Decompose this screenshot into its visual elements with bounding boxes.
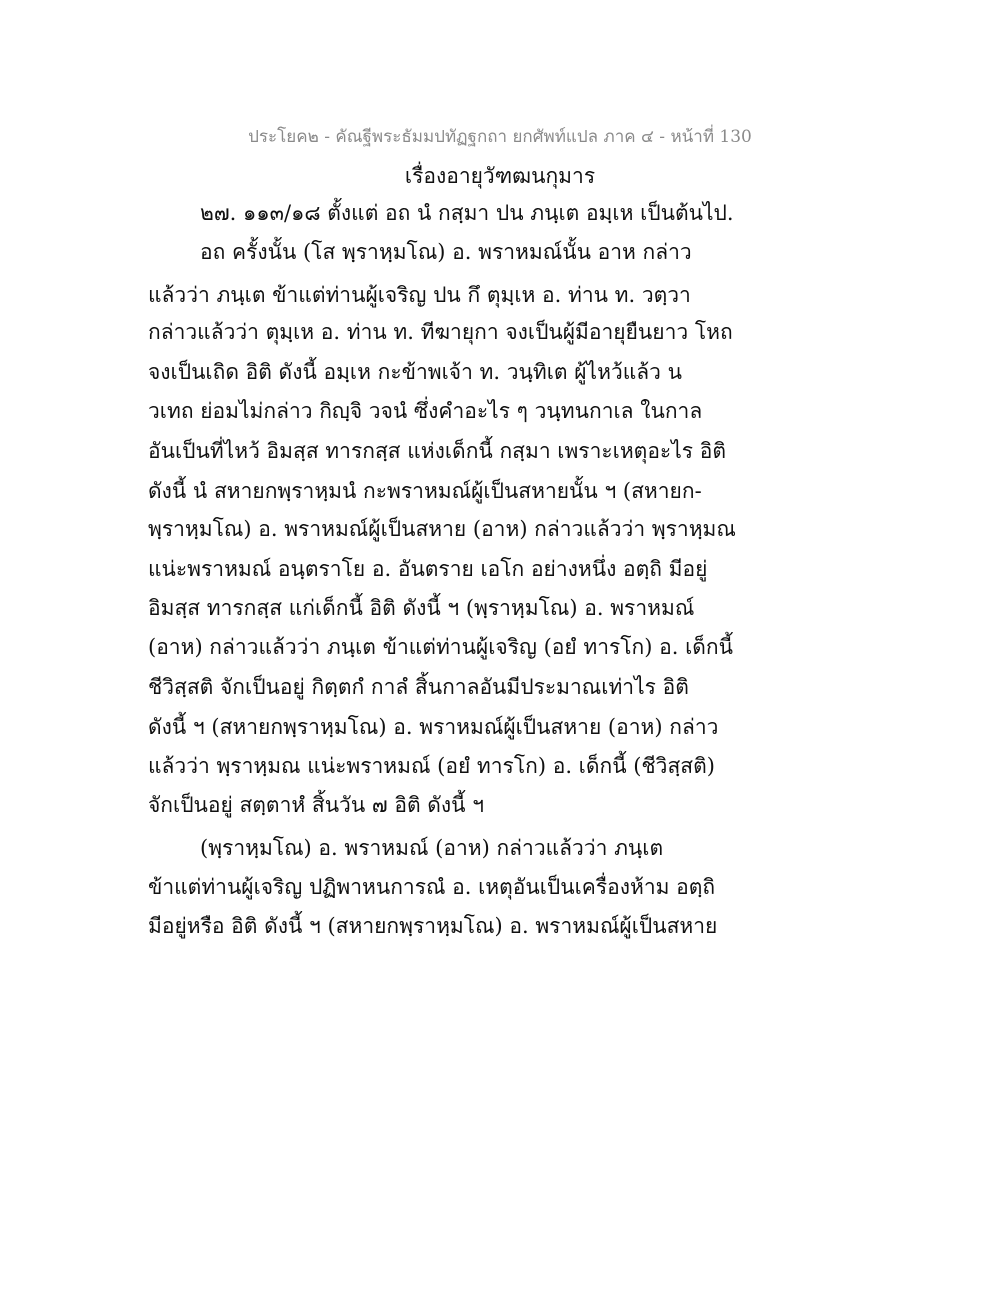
- text-line-3: แล้วว่า ภนฺเต ข้าแต่ท่านผู้เจริญ ปน กึ ตุมฺเห อ. ท่าน ท. วตฺวา: [148, 283, 691, 307]
- text-line-6: วเทถ ย่อมไม่กล่าว กิญฺจิ วจนํ ซึ่งคำอะไร ๆ วนฺทนกาเล ในกาล: [148, 399, 703, 423]
- text-line-9: พฺราหฺมโณ) อ. พราหมณ์ผู้เป็นสหาย (อาห) กล่าวแล้วว่า พฺราหฺมณ: [148, 517, 736, 541]
- text-line-12: (อาห) กล่าวแล้วว่า ภนฺเต ข้าแต่ท่านผู้เจริญ (อยํ ทารโก) อ. เด็กนี้: [148, 635, 733, 659]
- running-header: ประโยค๒ - คัณฐีพระธัมมปทัฏฐกถา ยกศัพท์แปล ภาค ๔ - หน้าที่ 130: [248, 127, 752, 147]
- text-line-18: ข้าแต่ท่านผู้เจริญ ปฏิพาหนการณํ อ. เหตุอันเป็นเครื่องห้าม อตฺถิ: [148, 875, 716, 899]
- text-line-2: อถ ครั้งนั้น (โส พฺราหฺมโณ) อ. พราหมณ์นั้น อาห กล่าว: [200, 240, 692, 264]
- story-title: เรื่องอายุวัฑฒนกุมาร: [404, 164, 596, 188]
- text-line-14: ดังนี้ ฯ (สหายกพฺราหฺมโณ) อ. พราหมณ์ผู้เป็นสหาย (อาห) กล่าว: [148, 715, 719, 739]
- text-line-16: จักเป็นอยู่ สตฺตาหํ สิ้นวัน ๗ อิติ ดังนี้ ฯ: [148, 793, 484, 817]
- text-line-19: มีอยู่หรือ อิติ ดังนี้ ฯ (สหายกพฺราหฺมโณ) อ. พราหมณ์ผู้เป็นสหาย: [148, 914, 718, 938]
- text-line-17: (พฺราหฺมโณ) อ. พราหมณ์ (อาห) กล่าวแล้วว่า ภนฺเต: [200, 836, 664, 860]
- text-line-7: อันเป็นที่ไหว้ อิมสฺส ทารกสฺส แห่งเด็กนี้ กสฺมา เพราะเหตุอะไร อิติ: [148, 439, 726, 463]
- text-line-11: อิมสฺส ทารกสฺส แก่เด็กนี้ อิติ ดังนี้ ฯ (พฺราหฺมโณ) อ. พราหมณ์: [148, 596, 695, 620]
- text-line-10: แน่ะพราหมณ์ อนฺตราโย อ. อันตราย เอโก อย่างหนึ่ง อตฺถิ มีอยู่: [148, 557, 708, 581]
- text-line-13: ชีวิสฺสติ จักเป็นอยู่ กิตฺตกํ กาลํ สิ้นกาลอันมีประมาณเท่าไร อิติ: [148, 675, 689, 699]
- text-line-8: ดังนี้ นํ สหายกพฺราหฺมนํ กะพราหมณ์ผู้เป็นสหายนั้น ฯ (สหายก-: [148, 479, 702, 503]
- text-line-4: กล่าวแล้วว่า ตุมฺเห อ. ท่าน ท. ทีฆายุกา จงเป็นผู้มีอายุยืนยาว โหถ: [148, 320, 733, 344]
- text-line-15: แล้วว่า พฺราหฺมณ แน่ะพราหมณ์ (อยํ ทารโก) อ. เด็กนี้ (ชีวิสฺสติ): [148, 754, 715, 778]
- text-line-1: ๒๗. ๑๑๓/๑๘ ตั้งแต่ อถ นํ กสฺมา ปน ภนฺเต อมฺเห เป็นต้นไป.: [200, 201, 734, 225]
- text-line-5: จงเป็นเถิด อิติ ดังนี้ อมฺเห กะข้าพเจ้า ท. วนฺทิเต ผู้ไหว้แล้ว น: [148, 360, 682, 384]
